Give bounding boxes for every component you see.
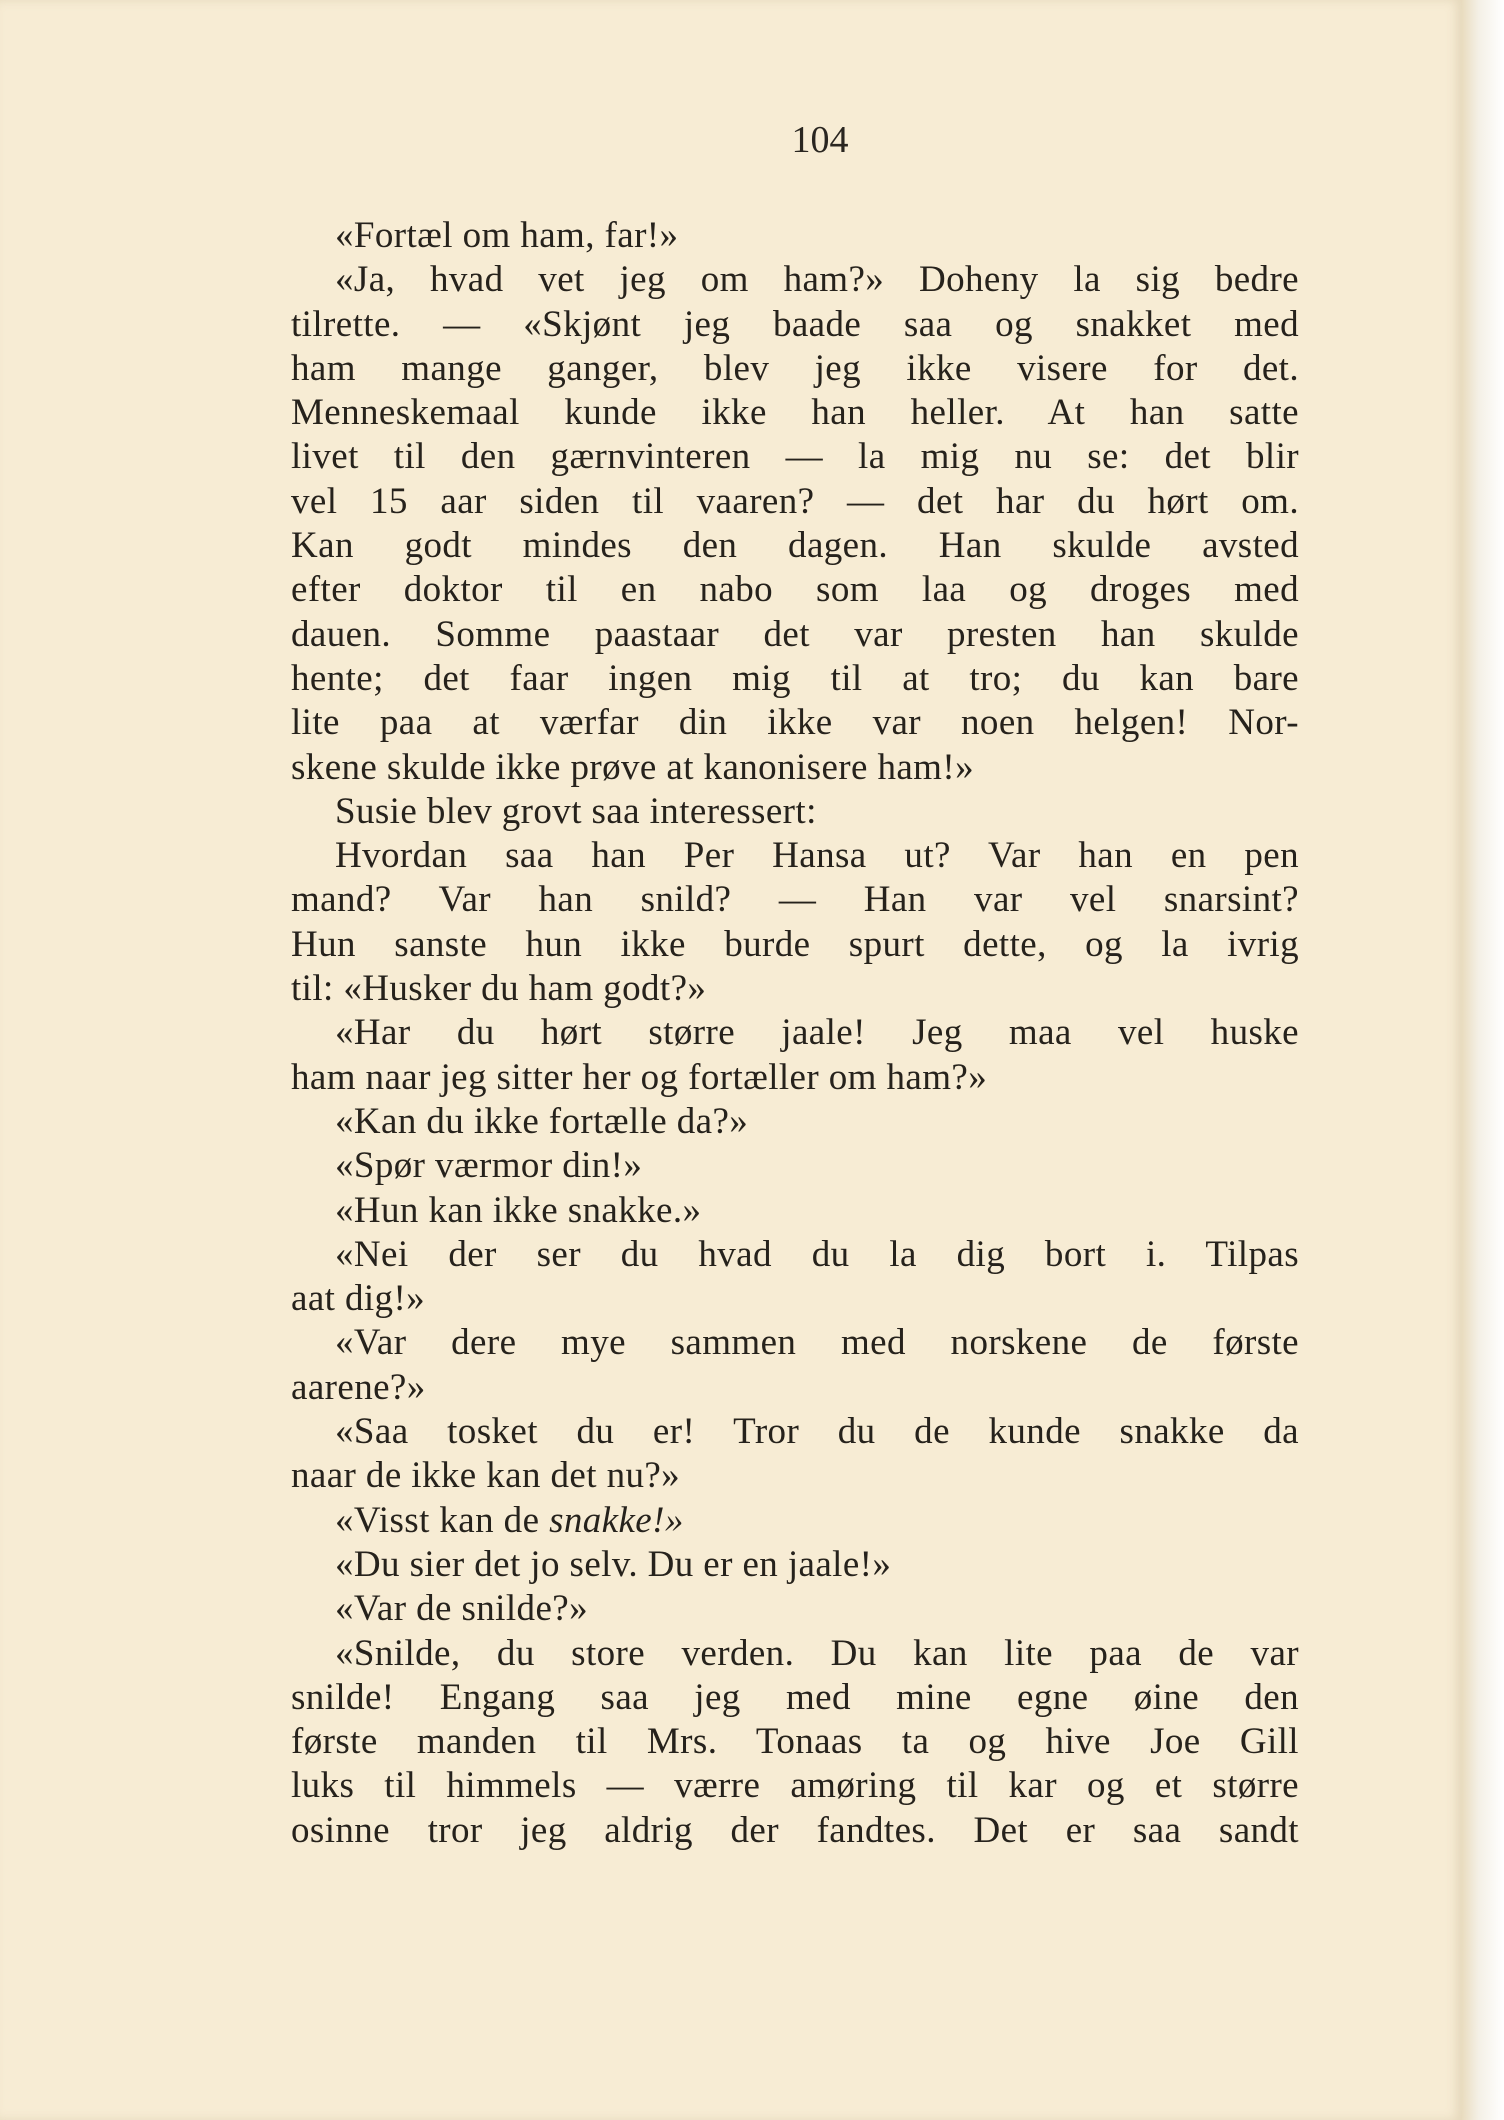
text-line-content: luks til himmels — værre amøring til kar og et større [291,1765,1299,1807]
text-line [291,568,1299,612]
text-line-content: naar de ikke kan det nu?» [291,1455,681,1497]
text-line [291,524,1299,568]
text-line-content: «Visst kan de [335,1499,550,1541]
text-line-content: «Var dere mye sammen med norskene de første [335,1322,1299,1364]
text-line-content: til: «Husker du ham godt?» [291,968,707,1010]
text-line-content: «Hun kan ikke snakke.» [335,1189,702,1231]
text-line-content: hente; det faar ingen mig til at tro; du kan bare [291,657,1299,699]
text-line [291,1056,1299,1100]
text-line-content: Kan godt mindes den dagen. Han skulde avsted [291,525,1299,567]
text-line [291,1366,1299,1410]
text-line-content: ham naar jeg sitter her og fortæller om ham?» [291,1056,988,1098]
text-line [291,1454,1299,1498]
text-line [291,258,1299,302]
text-line-content: første manden til Mrs. Tonaas ta og hive Joe Gill [291,1721,1299,1763]
text-line-content: «Spør værmor din!» [335,1145,643,1187]
text-line [291,1676,1299,1720]
text-line-content: osinne tror jeg aldrig der fandtes. Det er saa sandt [291,1809,1299,1851]
text-line [291,480,1299,524]
text-line-content: skene skulde ikke prøve at kanonisere ham!» [291,746,974,788]
text-line [291,701,1299,745]
text-line [291,613,1299,657]
page-edge [1462,0,1504,2120]
text-line [291,1321,1299,1365]
text-line [291,391,1299,435]
text-line [291,657,1299,701]
text-line-content: «Du sier det jo selv. Du er en jaale!» [335,1543,892,1585]
text-line [291,1100,1299,1144]
text-line-content: «Nei der ser du hvad du la dig bort i. Tilpas [335,1233,1299,1275]
text-line [291,1144,1299,1188]
text-line-content: dauen. Somme paastaar det var presten han skulde [291,613,1299,655]
text-line-content: Susie blev grovt saa interessert: [335,790,817,832]
text-line-content: «Saa tosket du er! Tror du de kunde snakke da [335,1411,1299,1453]
text-line-content: «Kan du ikke fortælle da?» [335,1100,749,1142]
text-line-content: tilrette. — «Skjønt jeg baade saa og snakket med [291,303,1299,345]
text-line [291,1809,1299,1853]
text-line-content: aarene?» [291,1366,426,1408]
text-line-content: vel 15 aar siden til vaaren? — det har du hørt om. [291,480,1299,522]
text-line [291,790,1299,834]
text-line-content: aat dig!» [291,1278,426,1320]
text-line [291,1543,1299,1587]
text-line-content: ham mange ganger, blev jeg ikke visere for det. [291,347,1299,389]
text-line-content: Menneskemaal kunde ikke han heller. At han satte [291,392,1299,434]
text-line [291,347,1299,391]
text-line-content: snilde! Engang saa jeg med mine egne øine den [291,1676,1299,1718]
text-line-content: «Har du hørt større jaale! Jeg maa vel huske [335,1012,1299,1054]
text-line-content: «Ja, hvad vet jeg om ham?» Doheny la sig bedre [335,259,1299,301]
text-line-content: «Var de snilde?» [335,1588,588,1630]
text-line-content: Hvordan saa han Per Hansa ut? Var han en pen [335,835,1299,877]
emphasized-word: snakke!» [549,1499,684,1541]
text-line [291,834,1299,878]
text-line [291,1632,1299,1676]
text-line [291,1189,1299,1233]
text-line [291,878,1299,922]
text-line [291,1587,1299,1631]
text-line [291,1233,1299,1277]
text-line [291,746,1299,790]
text-line [291,1011,1299,1055]
text-line-content: lite paa at værfar din ikke var noen helgen! Nor- [291,702,1299,744]
text-line-content: livet til den gærnvinteren — la mig nu se: det blir [291,436,1299,478]
body-text [291,214,1299,1853]
text-line [291,923,1299,967]
text-line-content: efter doktor til en nabo som laa og droges med [291,569,1299,611]
text-line [291,967,1299,1011]
text-line-content: «Snilde, du store verden. Du kan lite paa de var [335,1632,1299,1674]
text-line [291,435,1299,479]
text-line-content: «Fortæl om ham, far!» [335,215,679,256]
text-line-content: Hun sanste hun ikke burde spurt dette, og la ivrig [291,923,1299,965]
text-line [291,214,1299,258]
text-line [291,1277,1299,1321]
text-line [291,303,1299,347]
text-line [291,1410,1299,1454]
text-line [291,1720,1299,1764]
text-line-content: mand? Var han snild? — Han var vel snarsint? [291,879,1299,921]
text-line [291,1499,1299,1543]
page-number: 104 [791,119,849,161]
text-line [291,1764,1299,1808]
